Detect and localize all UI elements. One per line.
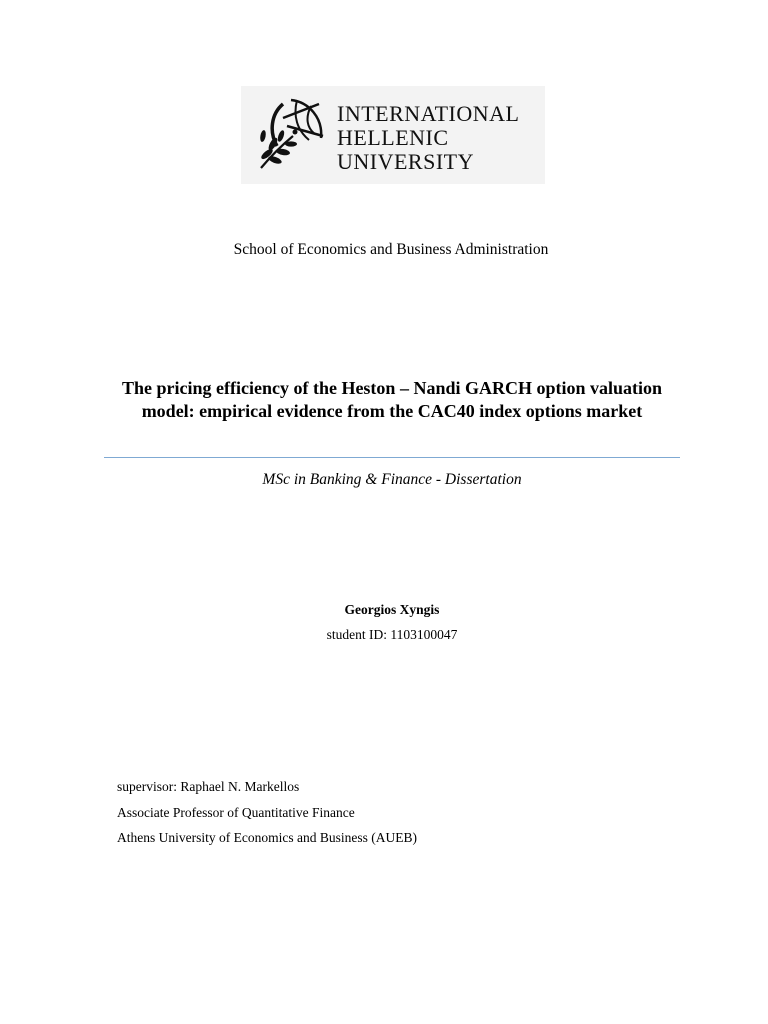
university-logo: [241, 86, 545, 184]
author-name: Georgios Xyngis: [344, 602, 440, 617]
logo-line-1: INTERNATIONAL: [337, 101, 520, 126]
logo-line-3: UNIVERSITY: [337, 149, 474, 174]
logo-line-2: HELLENIC: [337, 125, 449, 150]
dissertation-title: The pricing efficiency of the Heston – Nandi GARCH option valuation model: empirical evidence from the CAC40 index options market: [121, 378, 662, 421]
degree-subtitle: MSc in Banking & Finance - Dissertation: [262, 471, 522, 488]
supervisor-institution: Athens University of Economics and Business (AUEB): [117, 830, 417, 845]
title-divider: [104, 457, 680, 458]
supervisor-name: supervisor: Raphael N. Markellos: [117, 779, 300, 794]
logo-wordmark: [337, 102, 519, 174]
supervisor-position: Associate Professor of Quantitative Finance: [117, 805, 355, 820]
student-id: student ID: 1103100047: [326, 627, 458, 642]
olive-branch-globe-icon: [253, 96, 331, 174]
school-name: School of Economics and Business Administration: [233, 241, 549, 258]
